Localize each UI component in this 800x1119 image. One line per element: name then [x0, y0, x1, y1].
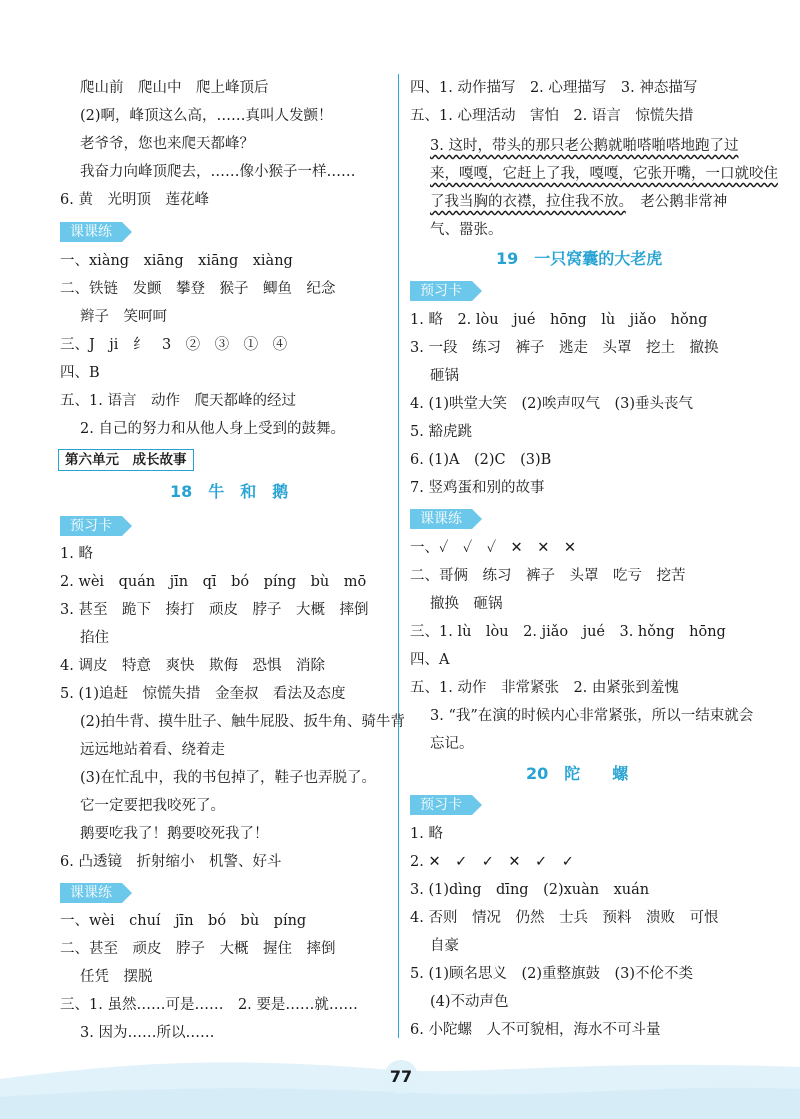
lesson-title: 19 一只窝囊的大老虎: [496, 249, 663, 268]
text-line: 忘记。: [430, 736, 474, 752]
text-line: (2)拍牛背、摸牛肚子、触牛屁股、扳牛角、骑牛背: [80, 714, 406, 730]
text-line: 1. 略: [410, 826, 443, 842]
text-line: 远远地站着看、绕着走: [80, 742, 225, 758]
text-line: 6. (1)A (2)C (3)B: [410, 452, 552, 468]
text-line: 二、铁链 发颤 攀登 猴子 鲫鱼 纪念: [60, 281, 336, 297]
text-line: 2. wèi quán jīn qī bó píng bù mō: [60, 574, 367, 590]
text-line: 四、A: [410, 652, 450, 668]
text-line: 5. 豁虎跳: [410, 424, 472, 440]
text-line: 撤换 砸锅: [430, 596, 503, 612]
text-line: 三、1. 虽然……可是…… 2. 要是……就……: [60, 997, 358, 1013]
wavy-underlined-text: 来，嘎嘎，它赶上了我，嘎嘎，它张开嘴，一口就咬住: [430, 166, 778, 182]
text-line: 6. 小陀螺 人不可貌相，海水不可斗量: [410, 1022, 661, 1038]
text-line: 5. (1)顾名思义 (2)重整旗鼓 (3)不伦不类: [410, 966, 694, 982]
text-line: 4. (1)哄堂大笑 (2)唉声叹气 (3)垂头丧气: [410, 396, 694, 412]
unit-heading: 第六单元 成长故事: [58, 449, 194, 471]
text-line: 3. 因为……所以……: [80, 1025, 215, 1041]
text-line: 3. 甚至 跪下 揍打 顽皮 脖子 大概 摔倒: [60, 602, 369, 618]
text-line: 二、甚至 顽皮 脖子 大概 握住 摔倒: [60, 941, 336, 957]
text-tail: 老公鹅非常神: [625, 194, 728, 210]
text-line: 7. 竖鸡蛋和别的故事: [410, 480, 545, 496]
text-line: 任凭 摆脱: [80, 969, 153, 985]
text-line: 1. 略: [60, 546, 93, 562]
column-divider: [398, 74, 399, 1038]
text-line: [430, 164, 778, 184]
text-line: 2. 自己的努力和从他人身上受到的鼓舞。: [80, 421, 345, 437]
wavy-underlined-text: 3. 这时，带头的那只老公鹅就啪嗒啪嗒地跑了过: [430, 138, 739, 154]
text-line: (3)在忙乱中，我的书包掉了，鞋子也弄脱了。: [80, 770, 377, 786]
text-line: 五、1. 心理活动 害怕 2. 语言 惊慌失措: [410, 108, 694, 124]
section-tag-preview: 预习卡: [410, 795, 472, 815]
text-line: 三、J ji 纟 3 ② ③ ① ④: [60, 337, 288, 353]
text-line: 4. 否则 情况 仍然 士兵 预料 溃败 可恨: [410, 910, 719, 926]
wavy-underlined-text: 了我当胸的衣襟，拉住我不放。: [430, 194, 626, 210]
lesson-title: 18 牛 和 鹅: [170, 482, 289, 501]
text-line: 它一定要把我咬死了。: [80, 798, 225, 814]
text-line: 三、1. lù lòu 2. jiǎo jué 3. hǒng hōng: [410, 624, 726, 640]
text-line: 一、wèi chuí jīn bó bù píng: [60, 913, 307, 929]
text-line: 3. “我”在演的时候内心非常紧张，所以一结束就会: [430, 708, 754, 724]
text-line: 气、嚣张。: [430, 222, 503, 238]
text-line: 四、B: [60, 365, 100, 381]
text-line: 二、哥俩 练习 裤子 头罩 吃亏 挖苦: [410, 568, 686, 584]
section-tag-practice: 课课练: [410, 509, 472, 529]
section-tag-practice: 课课练: [60, 222, 122, 242]
text-line: 3. 一段 练习 裤子 逃走 头罩 挖土 撤换: [410, 340, 719, 356]
text-line: 4. 调皮 特意 爽快 欺侮 恐惧 消除: [60, 658, 325, 674]
lesson-title: 20 陀 螺: [526, 764, 629, 783]
text-line: [430, 136, 738, 156]
text-line: 我奋力向峰顶爬去，……像小猴子一样……: [80, 164, 356, 180]
text-line: 6. 黄 光明顶 莲花峰: [60, 192, 209, 208]
text-line: 5. (1)追赶 惊慌失措 金奎叔 看法及态度: [60, 686, 346, 702]
text-line: 一、✓ ✓ ✓ ✕ ✕ ✕: [410, 540, 577, 556]
text-line: 自豪: [430, 938, 459, 954]
text-line: 3. (1)dìng dīng (2)xuàn xuán: [410, 882, 650, 898]
text-line: [430, 192, 727, 212]
text-line: 四、1. 动作描写 2. 心理描写 3. 神态描写: [410, 80, 698, 96]
text-line: 2. ✕ ✓ ✓ ✕ ✓ ✓: [410, 854, 574, 870]
text-line: 一、xiàng xiāng xiāng xiàng: [60, 253, 293, 269]
text-line: (2)啊，峰顶这么高，……真叫人发颤！: [80, 108, 333, 124]
section-tag-practice: 课课练: [60, 883, 122, 903]
section-tag-preview: 预习卡: [60, 516, 122, 536]
text-line: 五、1. 语言 动作 爬天都峰的经过: [60, 393, 296, 409]
text-line: 老爷爷，您也来爬天都峰？: [80, 136, 254, 152]
section-tag-preview: 预习卡: [410, 281, 472, 301]
text-line: 砸锅: [430, 368, 459, 384]
text-line: 鹅要吃我了！鹅要咬死我了！: [80, 826, 269, 842]
text-line: (4)不动声色: [430, 994, 509, 1010]
text-line: 五、1. 动作 非常紧张 2. 由紧张到羞愧: [410, 680, 679, 696]
text-line: 爬山前 爬山中 爬上峰顶后: [80, 80, 269, 96]
text-line: 辫子 笑呵呵: [80, 309, 167, 325]
text-line: 掐住: [80, 630, 109, 646]
page-number: 77: [384, 1060, 418, 1094]
text-line: 6. 凸透镜 折射缩小 机警、好斗: [60, 854, 282, 870]
text-line: 1. 略 2. lòu jué hōng lù jiǎo hǒng: [410, 312, 708, 328]
